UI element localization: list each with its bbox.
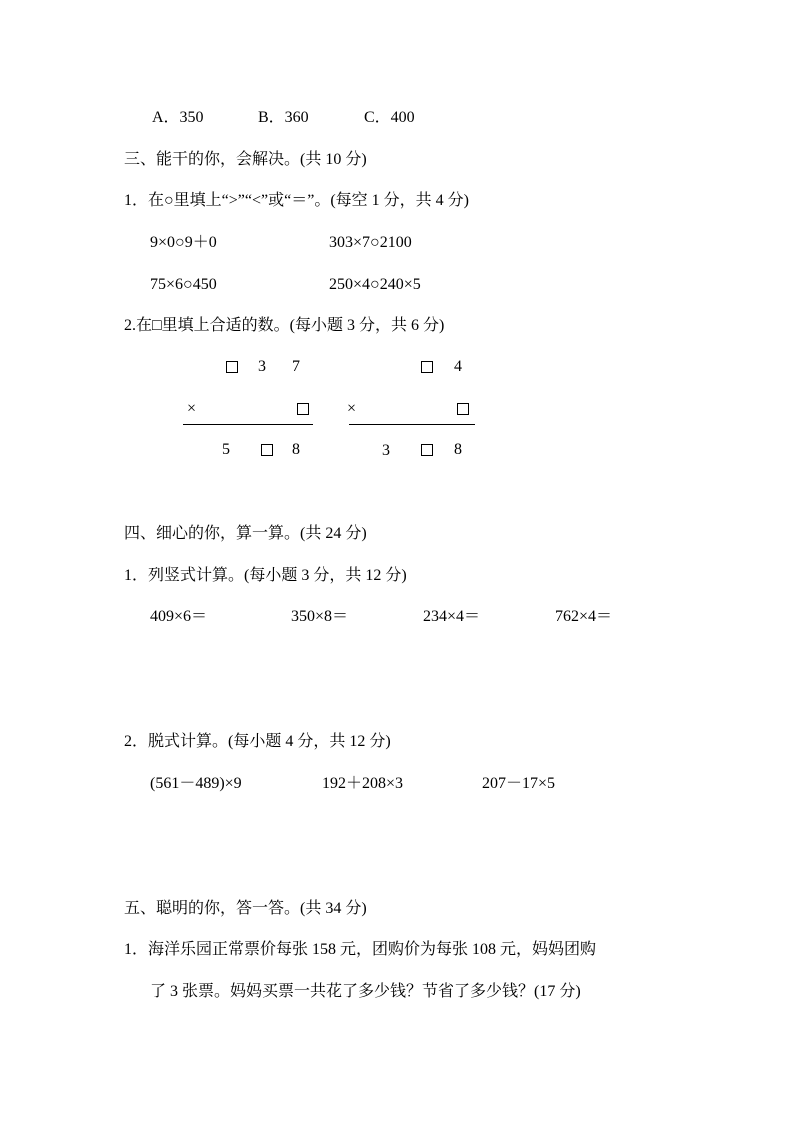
- stepwise-calc-item: 207－17×5: [482, 775, 556, 792]
- compare-item: 75×6○450: [150, 276, 217, 293]
- section5-q1-line1: 1．海洋乐园正常票价每张 158 元，团购价为每张 108 元，妈妈团购: [124, 941, 597, 958]
- option-a: A．350: [152, 109, 204, 126]
- section4-q2-prompt: 2．脱式计算。(每小题 4 分，共 12 分): [124, 733, 391, 750]
- section5-q1-line2: 了 3 张票。妈妈买票一共花了多少钱？节省了多少钱？(17 分): [150, 983, 581, 1000]
- digit: 5: [222, 441, 230, 458]
- vertical-calc-item: 234×4＝: [423, 608, 481, 625]
- divider-line: [349, 424, 475, 425]
- section4-heading: 四、细心的你，算一算。(共 24 分): [124, 525, 367, 542]
- section4-q1-prompt: 1．列竖式计算。(每小题 3 分，共 12 分): [124, 567, 407, 584]
- digit: 7: [292, 358, 300, 375]
- blank-box[interactable]: [421, 361, 433, 373]
- blank-box[interactable]: [226, 361, 238, 373]
- compare-item: 9×0○9＋0: [150, 234, 217, 251]
- times-sign: ×: [347, 400, 357, 417]
- blank-box[interactable]: [421, 444, 433, 456]
- option-c: C．400: [364, 109, 415, 126]
- digit: 3: [382, 442, 390, 459]
- vertical-calc-item: 350×8＝: [291, 608, 349, 625]
- digit: 8: [454, 441, 462, 458]
- digit: 4: [454, 358, 462, 375]
- times-sign: ×: [187, 400, 197, 417]
- digit: 3: [258, 358, 266, 375]
- option-b: B．360: [258, 109, 309, 126]
- blank-box[interactable]: [457, 403, 469, 415]
- section3-heading: 三、能干的你，会解决。(共 10 分): [124, 151, 367, 168]
- section3-q1-prompt: 1．在○里填上“>”“<”或“＝”。(每空 1 分，共 4 分): [124, 192, 469, 209]
- vertical-calc-item: 409×6＝: [150, 608, 208, 625]
- compare-item: 303×7○2100: [329, 234, 412, 251]
- blank-box[interactable]: [297, 403, 309, 415]
- blank-box[interactable]: [261, 444, 273, 456]
- stepwise-calc-item: 192＋208×3: [322, 775, 404, 792]
- divider-line: [183, 424, 313, 425]
- stepwise-calc-item: (561－489)×9: [150, 775, 242, 792]
- section5-heading: 五、聪明的你，答一答。(共 34 分): [124, 900, 367, 917]
- digit: 8: [292, 441, 300, 458]
- compare-item: 250×4○240×5: [329, 276, 421, 293]
- section3-q2-prompt: 2.在□里填上合适的数。(每小题 3 分，共 6 分): [124, 317, 445, 334]
- vertical-calc-item: 762×4＝: [555, 608, 613, 625]
